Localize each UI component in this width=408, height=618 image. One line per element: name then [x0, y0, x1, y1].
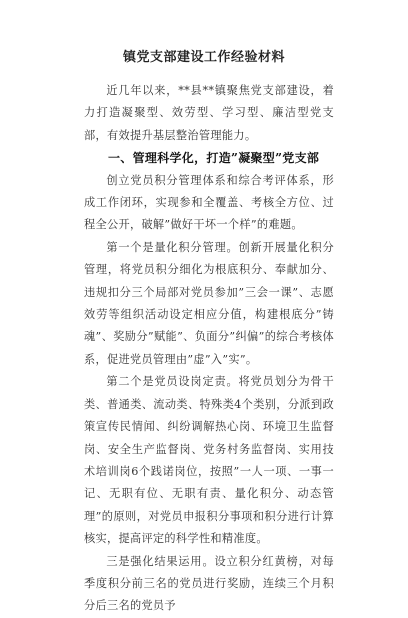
body-paragraph: 第二个是党员设岗定责。将党员划分为骨干类、普通类、流动类、特殊类4个类别，分派到政策宣传民情闻、纠纷调解热心岗、环境卫生监督岗、安全生产监督岗、党务村务监督岗、实用技术培训岗6个践诺岗位，按照”一人一项、一事一记、无职有位、无职有责、量化积分、动态管理”的原则，对党员申报积分事项和积分进行计算核实，提高评定的科学性和精准度。	[84, 375, 334, 546]
intro-paragraph: 近几年以来，**县**镇聚焦党支部建设，着力打造凝聚型、效劳型、学习型、廉洁型党支部，有效提升基层整治管理能力。	[84, 84, 334, 142]
body-paragraph: 创立党员积分管理体系和综合考评体系，形成工作闭环，实现参和全覆盖、考核全方位、过程全公开，破解”做好干坏一个样”的难题。	[84, 173, 334, 232]
body-paragraph: 三是强化结果运用。设立积分红黄榜，对每季度积分前三名的党员进行奖励，连续三个月积分后三名的党员予	[84, 554, 334, 613]
document-title: 镇党支部建设工作经验材料	[122, 50, 285, 65]
body-paragraph: 第一个是量化积分管理。创新开展量化积分管理，将党员积分细化为根底积分、奉献加分、违规扣分三个局部对党员参加”三会一课”、志愿效劳等组织活动设定相应分值，构建根底分”铸魂”、奖励分”赋能”、负面分”纠偏”的综合考核体系，促进党员管理由”虚”入”实”。	[84, 240, 334, 366]
section-heading: 一、管理科学化，打造”凝聚型”党支部	[108, 151, 320, 166]
document-body	[84, 80, 334, 618]
